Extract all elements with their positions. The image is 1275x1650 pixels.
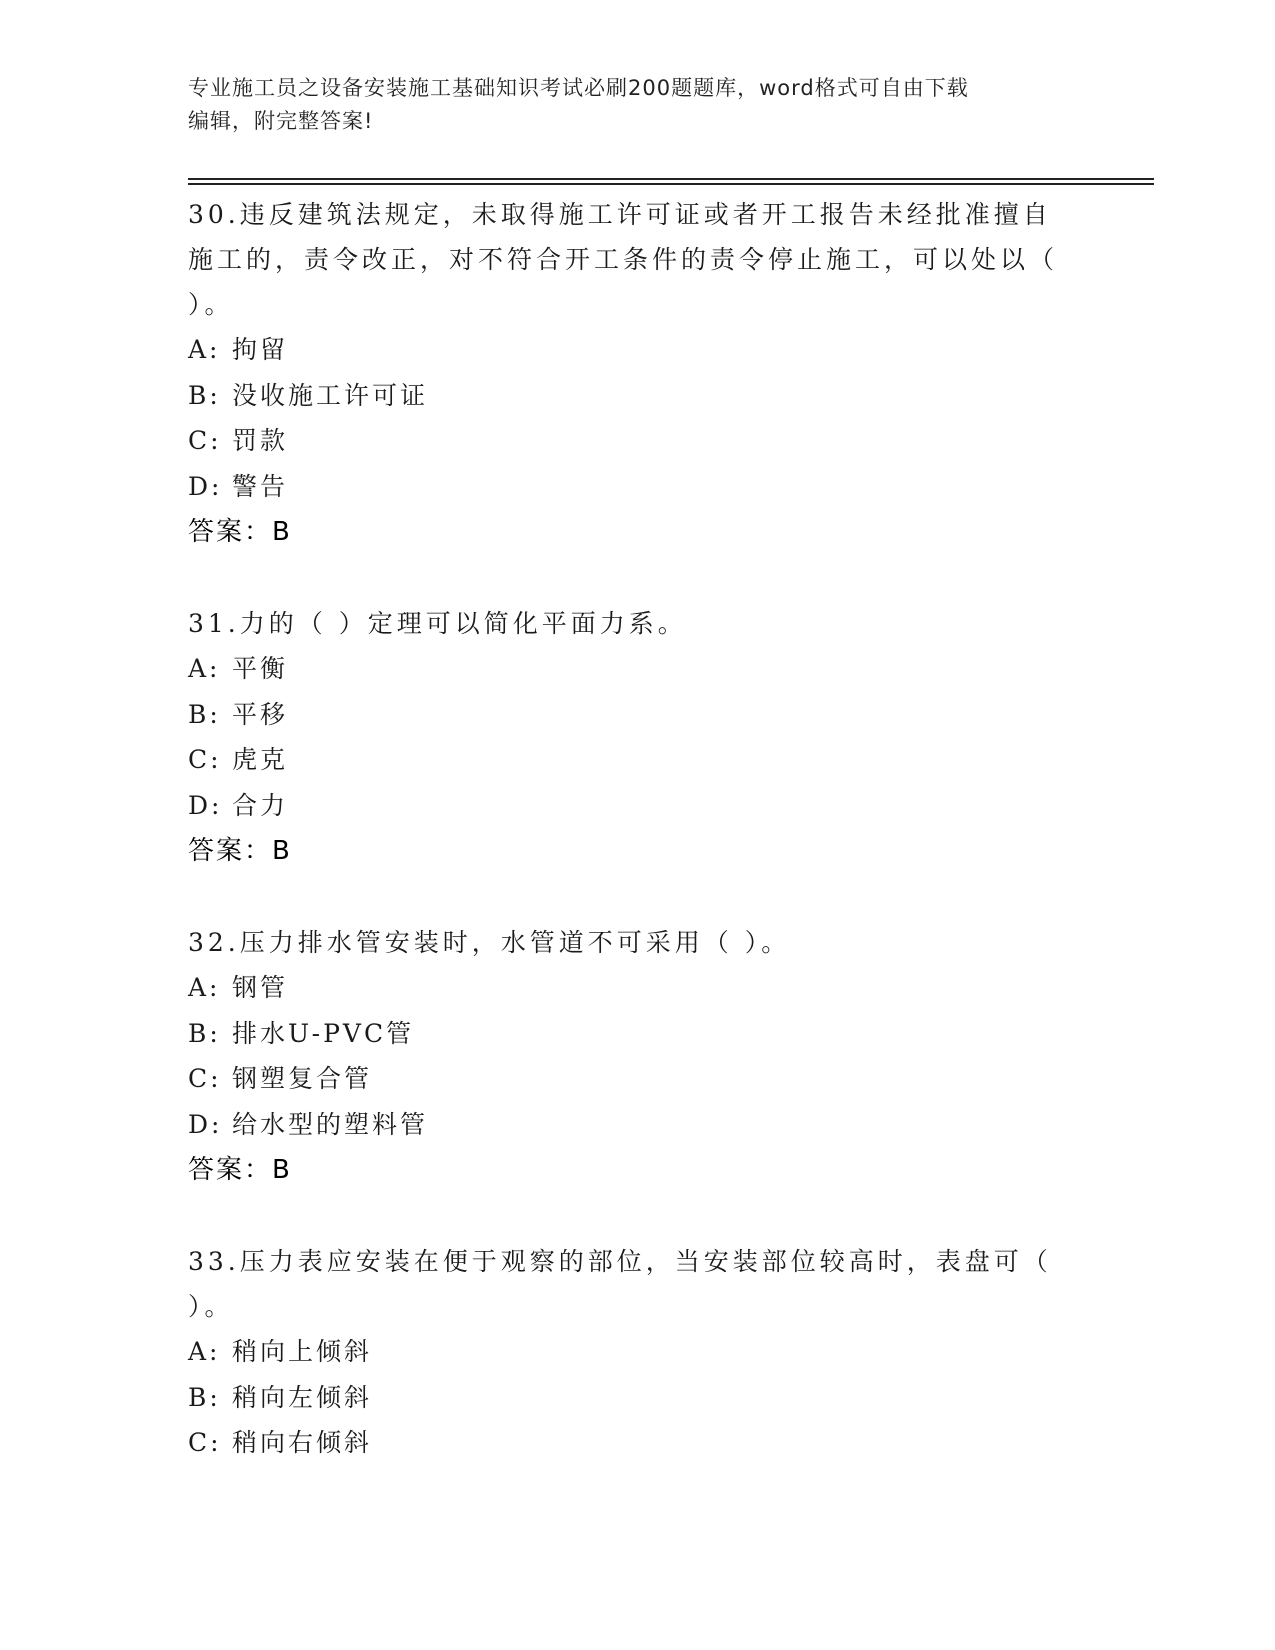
option-letter: A: [188, 335, 221, 364]
option-c [188, 1056, 1088, 1102]
option-d [188, 464, 1088, 510]
option-letter: A: [188, 1337, 221, 1366]
question-33 [188, 1239, 1088, 1466]
option-d [188, 1102, 1088, 1148]
option-c [188, 737, 1088, 783]
option-b [188, 1375, 1088, 1421]
answer-line: 答案：B [188, 517, 292, 547]
question-30 [188, 192, 1088, 555]
option-letter: C: [188, 745, 222, 774]
answer-line: 答案：B [188, 836, 292, 866]
option-letter: C: [188, 1428, 222, 1457]
option-letter: D: [188, 790, 223, 820]
option-letter: B: [188, 380, 221, 410]
option-b [188, 373, 1088, 419]
option-letter: C: [188, 1064, 222, 1093]
option-text: 钢塑复合管 [232, 1064, 373, 1093]
question-text: 31.力的（ ）定理可以简化平面力系。 [188, 609, 687, 638]
option-b [188, 692, 1088, 738]
question-32 [188, 920, 1088, 1193]
answer-line: 答案：B [188, 1155, 292, 1185]
question-text: 33.压力表应安装在便于观察的部位，当安装部位较高时，表盘可（ ）。 [188, 1247, 1052, 1321]
option-d [188, 783, 1088, 829]
option-a [188, 646, 1088, 692]
header-divider-top [188, 178, 1154, 180]
option-text: 给水型的塑料管 [232, 1109, 429, 1139]
option-a [188, 965, 1088, 1011]
document-header [188, 72, 1068, 138]
question-text: 32.压力排水管安装时，水管道不可采用（ ）。 [188, 928, 791, 957]
header-line-1: 专业施工员之设备安装施工基础知识考试必刷200题题库，word格式可自由下载 [188, 76, 969, 100]
option-letter: D: [188, 1109, 223, 1139]
question-text: 30.违反建筑法规定，未取得施工许可证或者开工报告未经批准擅自施工的，责令改正，对不符合开工条件的责令停止施工，可以处以（ ）。 [188, 200, 1059, 319]
question-list [188, 192, 1088, 1512]
option-text: 虎克 [232, 745, 289, 774]
option-c [188, 1420, 1088, 1466]
option-letter: B: [188, 1018, 221, 1048]
option-letter: A: [188, 973, 221, 1002]
option-text: 稍向上倾斜 [232, 1337, 373, 1366]
option-text: 拘留 [232, 335, 289, 364]
option-b [188, 1011, 1088, 1057]
question-31 [188, 601, 1088, 874]
option-letter: B: [188, 1382, 221, 1412]
option-text: 稍向左倾斜 [232, 1382, 373, 1412]
option-text: 合力 [232, 790, 289, 820]
option-text: 排水U-PVC管 [232, 1018, 415, 1048]
option-letter: B: [188, 699, 221, 729]
option-letter: C: [188, 426, 222, 455]
option-text: 钢管 [232, 973, 289, 1002]
header-line-2: 编辑，附完整答案! [188, 109, 374, 133]
option-text: 平移 [232, 699, 289, 729]
option-letter: D: [188, 471, 223, 501]
header-divider-bottom [188, 183, 1154, 185]
option-text: 警告 [232, 471, 289, 501]
option-text: 没收施工许可证 [232, 380, 429, 410]
option-letter: A: [188, 654, 221, 683]
option-c [188, 418, 1088, 464]
option-text: 稍向右倾斜 [232, 1428, 373, 1457]
option-text: 平衡 [232, 654, 289, 683]
option-a [188, 1329, 1088, 1375]
option-a [188, 327, 1088, 373]
option-text: 罚款 [232, 426, 289, 455]
